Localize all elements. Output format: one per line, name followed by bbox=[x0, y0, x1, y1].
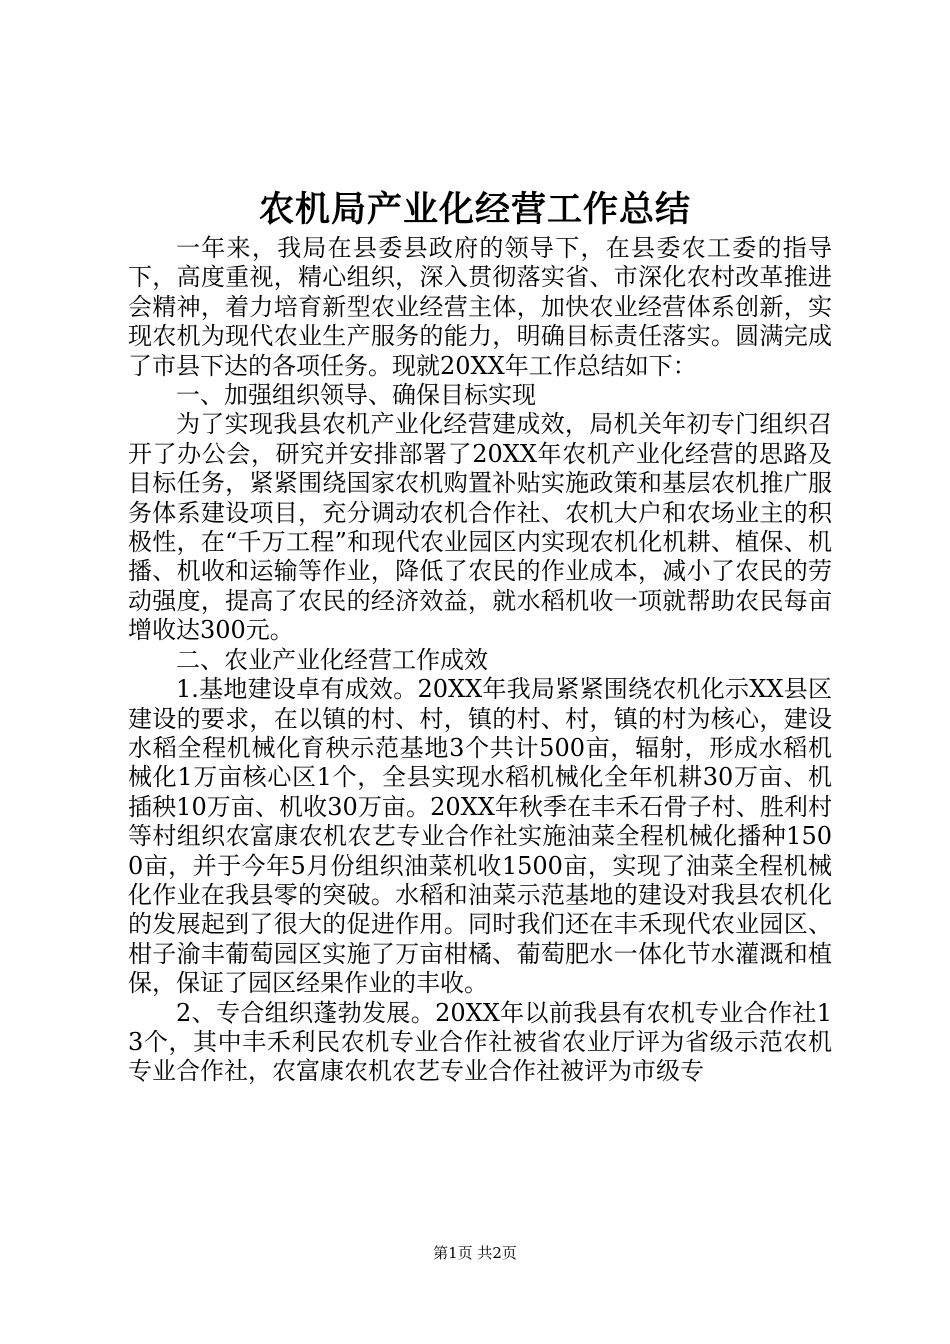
page-footer: 第1页 共2页 bbox=[433, 1244, 517, 1262]
document-body bbox=[128, 234, 832, 1087]
section-heading-1: 一、加强组织领导、确保目标实现 bbox=[176, 381, 536, 410]
document-title: 农机局产业化经营工作总结 bbox=[258, 189, 691, 230]
paragraph-cooperatives: 2、专合组织蓬勃发展。20XX年以前我县有农机专业合作社13个，其中丰禾利民农机专业合作社被省农业厅评为省级示范农机专业合作社，农富康农机农艺专业合作社被评为市级专 bbox=[128, 998, 832, 1086]
section-heading-2: 二、农业产业化经营工作成效 bbox=[176, 645, 488, 674]
paragraph-base-construction: 1.基地建设卓有成效。20XX年我局紧紧围绕农机化示XX县区建设的要求，在以镇的村、村，镇的村、村，镇的村为核心，建设水稻全程机械化育秧示范基地3个共计500亩，辐射，形成水稻机械化1万亩核心区1个，全县实现水稻机械化全年机耕30万亩、机插秧10万亩、机收30万亩。20XX年秋季在丰禾石骨子村、胜利村等村组织农富康农机农艺专业合作社实施油菜全程机械化播种1500亩，并于今年5月份组织油菜机收1500亩，实现了油菜全程机械化作业在我县零的突破。水稻和油菜示范基地的建设对我县农机化的发展起到了很大的促进作用。同时我们还在丰禾现代农业园区、柑子渝丰葡萄园区实施了万亩柑橘、葡萄肥水一体化节水灌溉和植保，保证了园区经果作业的丰收。 bbox=[128, 675, 832, 998]
paragraph-intro: 一年来，我局在县委县政府的领导下，在县委农工委的指导下，高度重视，精心组织，深入贯彻落实省、市深化农村改革推进会精神，着力培育新型农业经营主体，加快农业经营体系创新，实现农机为现代农业生产服务的能力，明确目标责任落实。圆满完成了市县下达的各项任务。现就20XX年工作总结如下： bbox=[128, 234, 832, 380]
paragraph-section-1: 为了实现我县农机产业化经营建成效，局机关年初专门组织召开了办公会，研究并安排部署了20XX年农机产业化经营的思路及目标任务，紧紧围绕国家农机购置补贴实施政策和基层农机推广服务体系建设项目，充分调动农机合作社、农机大户和农场业主的积极性，在“千万工程”和现代农业园区内实现农机化机耕、植保、机播、机收和运输等作业，降低了农民的作业成本，减小了农民的劳动强度，提高了农民的经济效益，就水稻机收一项就帮助农民每亩增收达300元。 bbox=[128, 410, 832, 645]
